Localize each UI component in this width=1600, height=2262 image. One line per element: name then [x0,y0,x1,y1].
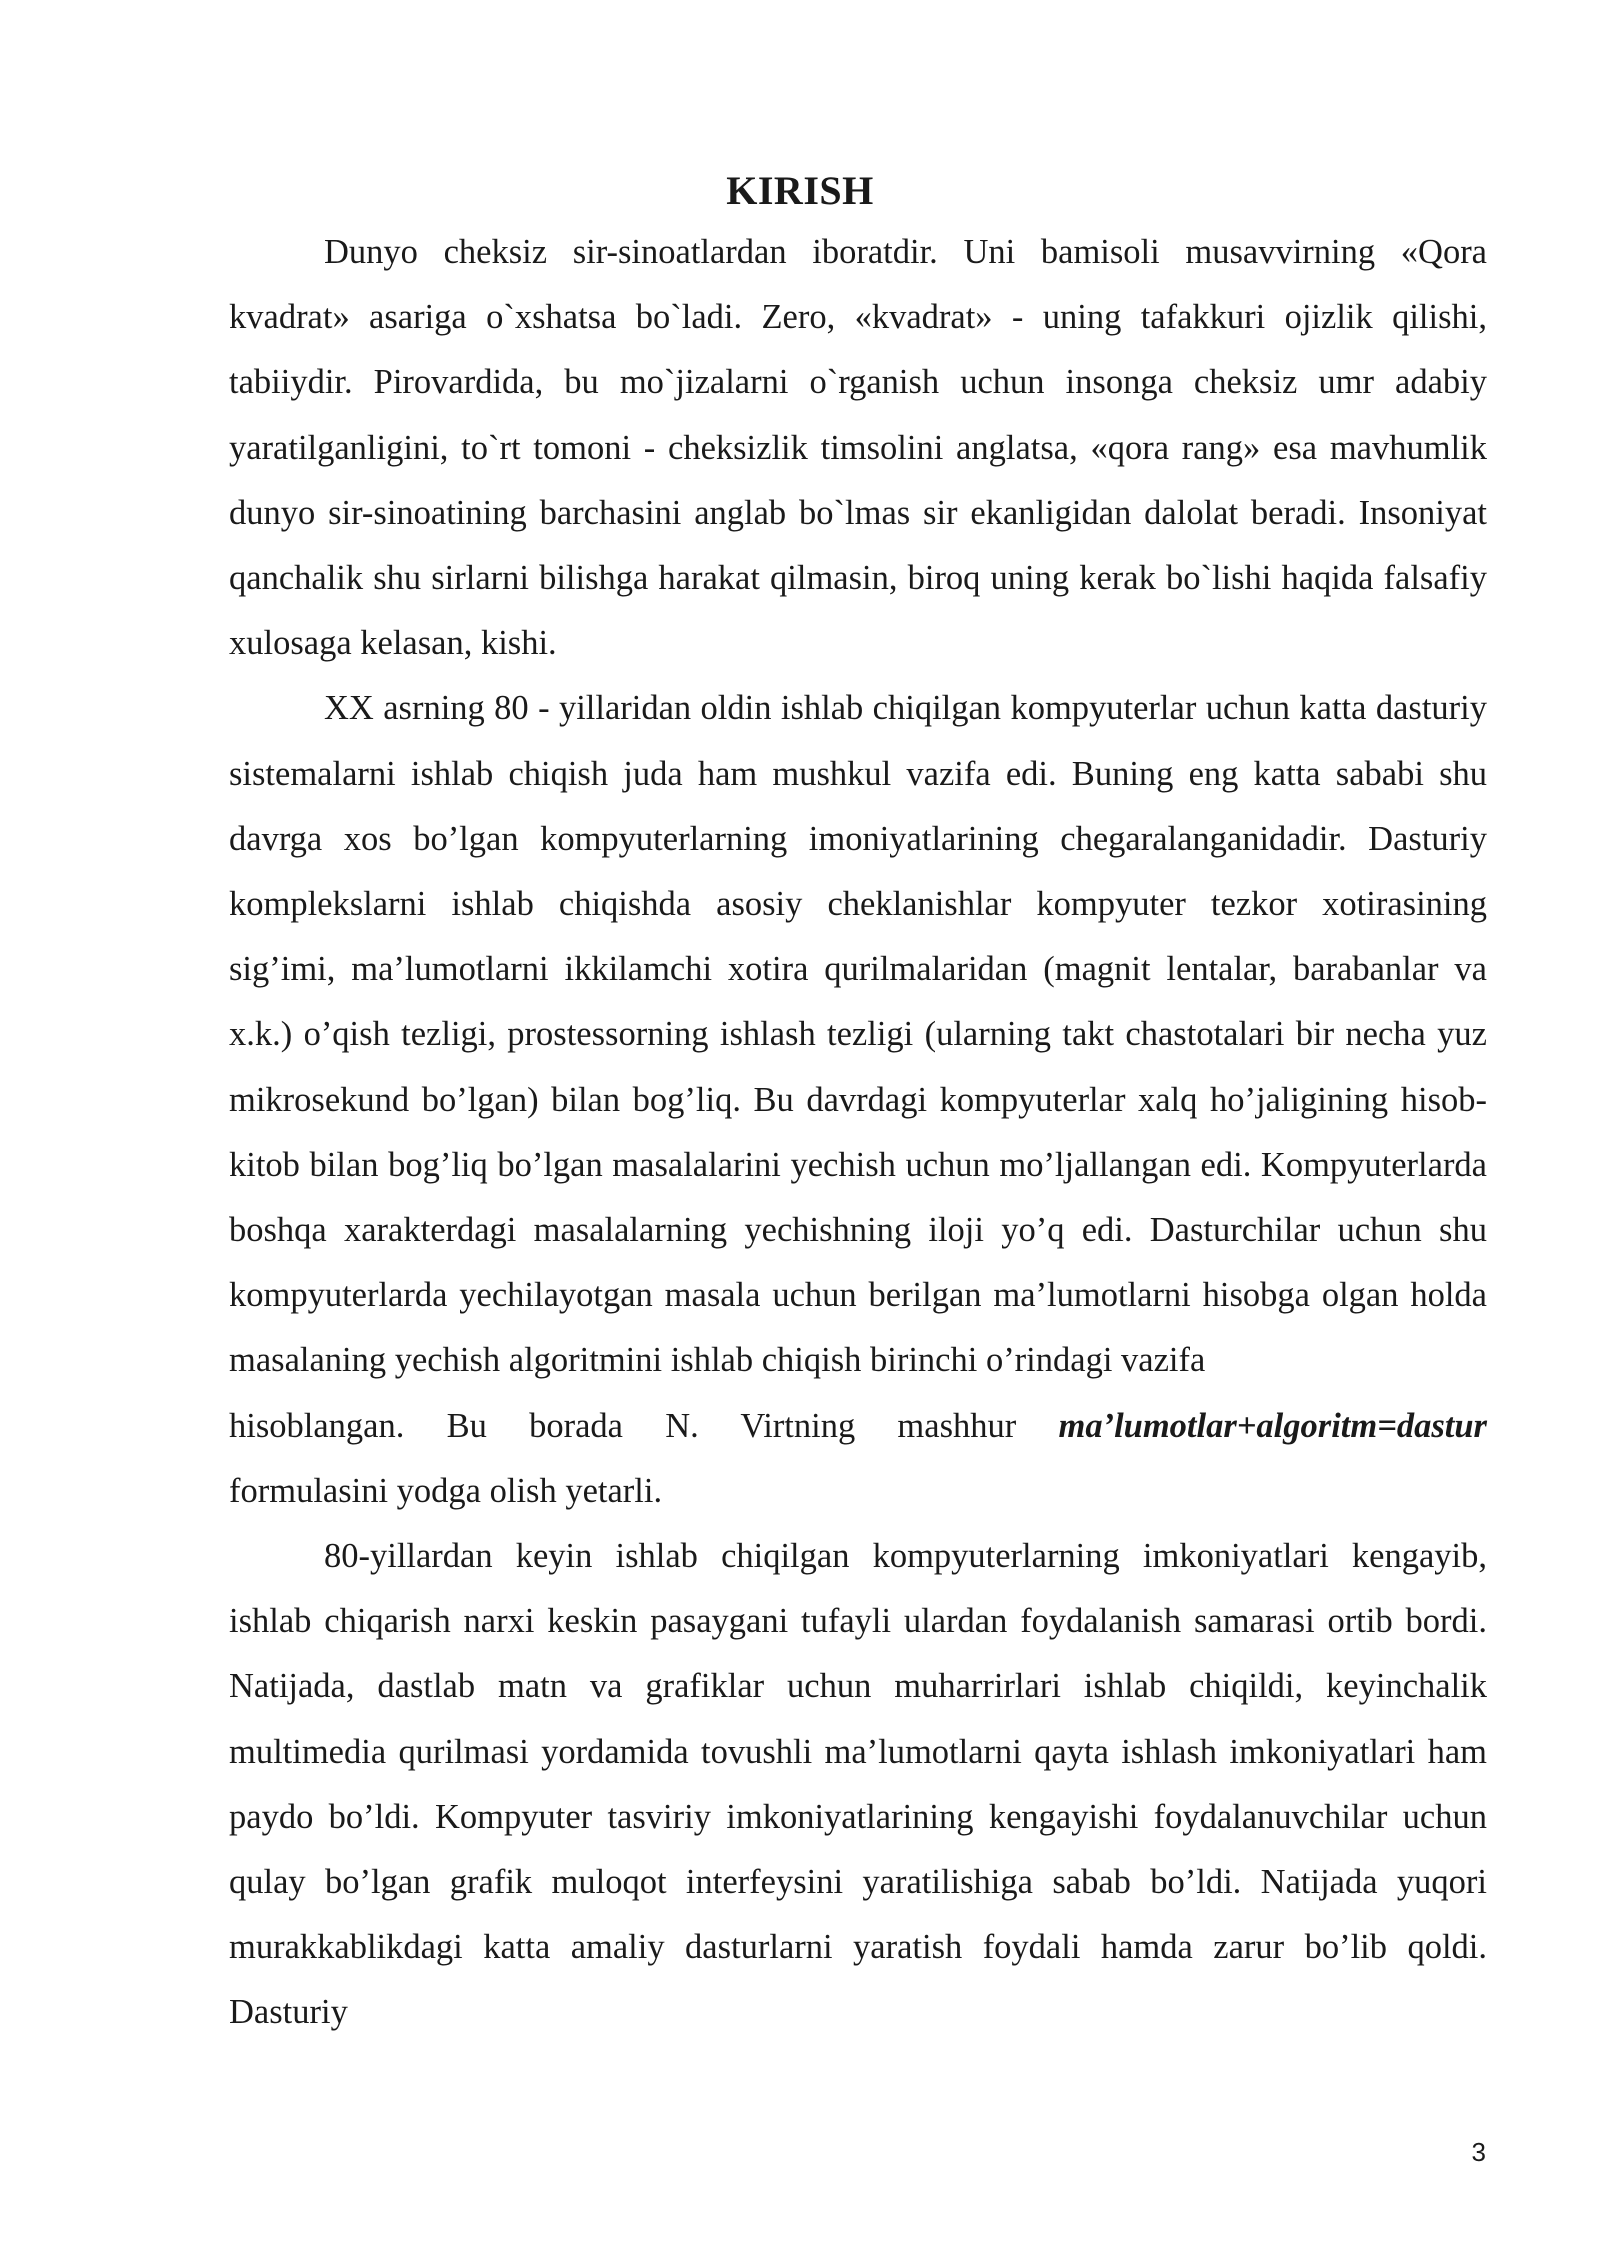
paragraph-2 [229,676,1487,1393]
paragraph-2-text: XX asrning 80 - yillaridan oldin ishlab chiqilgan kompyuterlar uchun katta dasturiy sistemalarni ishlab chiqish juda ham mushkul vazifa edi. Buning eng katta sababi shu davrga xos bo’lgan kompyuterlarning imoniyatlarining chegaralanganidadir. Dasturiy komplekslarni ishlab chiqishda asosiy cheklanishlar kompyuter tezkor xotirasining sig’imi, ma’lumotlarni ikkilamchi xotira qurilmalaridan (magnit lentalar, barabanlar va x.k.) o’qish tezligi, prostessorning ishlash tezligi (ularning takt chastotalari bir necha yuz mikrosekund bo’lgan) bilan bog’liq. Bu davrdagi kompyuterlar xalq ho’jaligining hisob-kitob bilan bog’liq bo’lgan masalalarini yechish uchun mo’ljallangan edi. Kompyuterlarda boshqa xarakterdagi masalalarning yechishning iloji yo’q edi. Dasturchilar uchun shu kompyuterlarda yechilayotgan masala uchun berilgan ma’lumotlarni hisobga olgan holda masalaning yechish algoritmini ishlab chiqish birinchi o’rindagi vazifa [229,689,1487,1380]
paragraph-2-end: formulasini yodga olish yetarli. [229,1471,663,1510]
formula-text: ma’lumotlar+algoritm=dastur [1058,1406,1487,1445]
paragraph-1: Dunyo cheksiz sir-sinoatlardan iboratdir. Uni bamisoli musavvirning «Qora kvadrat» asariga o`xshatsa bo`ladi. Zero, «kvadrat» - uning tafakkuri ojizlik qilishi, tabiiydir. Pirovardida, bu mo`jizalarni o`rganish uchun insonga cheksiz umr adabiy yaratilganligini, to`rt tomoni - cheksizlik timsolini anglatsa, «qora rang» esa mavhumlik dunyo sir-sinoatining barchasini anglab bo`lmas sir ekanligidan dalolat beradi. Insoniyat qanchalik shu sirlarni bilishga harakat qilmasin, biroq uning kerak bo`lishi haqida falsafiy xulosaga kelasan, kishi. [229,233,1487,663]
paragraph-2-lead: hisoblangan. Bu borada N. Virtning mashhur [229,1406,1017,1445]
page-number: 3 [1471,2137,1486,2167]
paragraph-3: 80-yillardan keyin ishlab chiqilgan kompyuterlarning imkoniyatlari kengayib, ishlab chiqarish narxi keskin pasaygani tufayli ulardan foydalanish samarasi ortib bordi. Natijada, dastlab matn va grafiklar uchun muharrirlari ishlab chiqildi, keyinchalik multimedia qurilmasi yordamida tovushli ma’lumotlarni qayta ishlash imkoniyatlari ham paydo bo’ldi. Kompyuter tasviriy imkoniyatlarining kengayishi foydalanuvchilar uchun qulay bo’lgan grafik muloqot interfeysini yaratilishiga sabab bo’ldi. Natijada yuqori murakkablikdagi katta amaliy dasturlarni yaratish foydali hamda zarur bo’lib qoldi. Dasturiy [229,1537,1487,2032]
paragraph-2-continuation [229,1394,1487,1459]
body-text [229,220,1487,2046]
page-title: KIRISH [726,168,874,213]
